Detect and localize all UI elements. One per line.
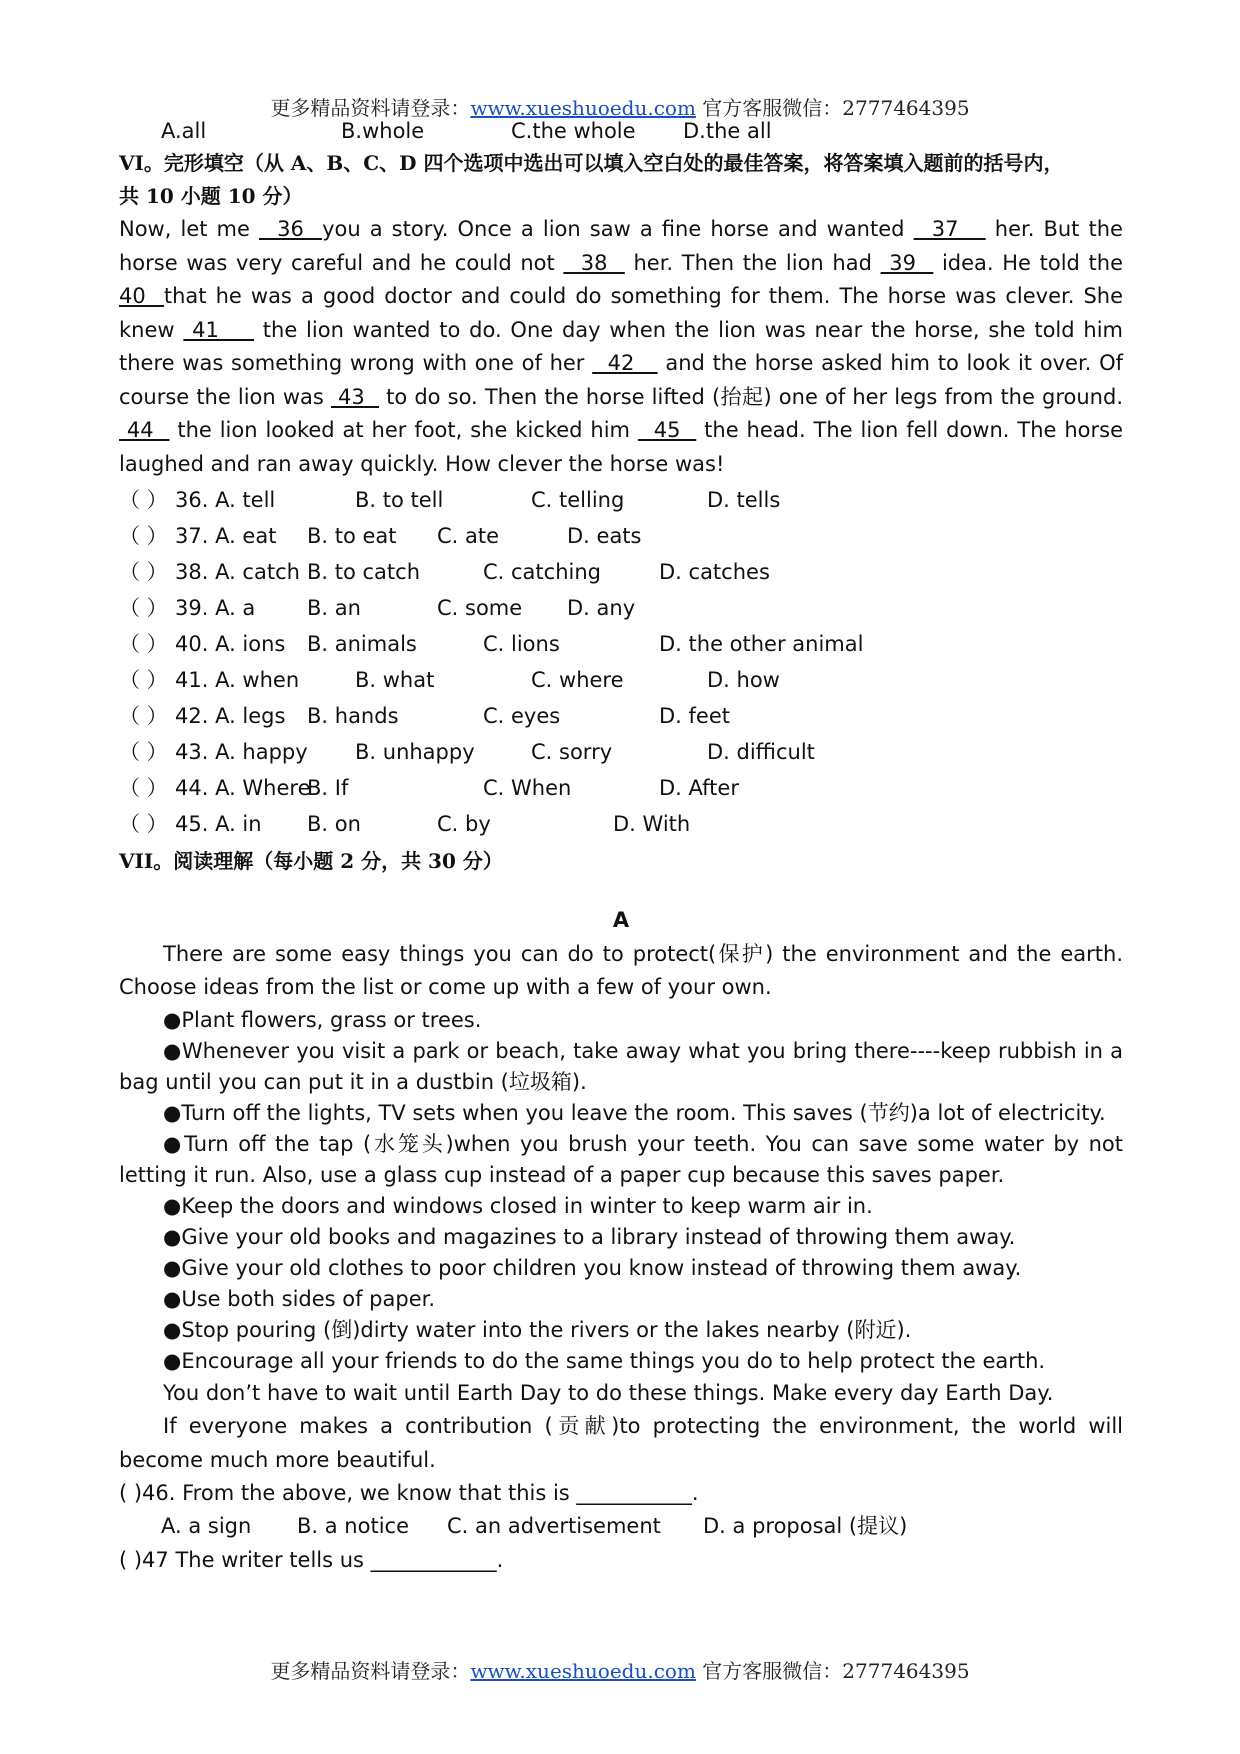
question-47: ( )47 The writer tells us ____________. [119,1547,504,1572]
tip-item: ●Use both sides of paper. [163,1286,436,1311]
cloze-question-row [119,699,1123,735]
q46-option-b: B. a notice [297,1514,409,1539]
header-suffix: 官方客服微信：2777464395 [695,96,970,120]
footer-prefix: 更多精品资料请登录： [270,1659,471,1683]
cloze-text: the lion looked at her foot, she kicked him [169,418,638,442]
option-c: C. ate [437,524,500,549]
cloze-text: to do so. Then the horse lifted (抬起) one of her legs from the ground. [379,384,1123,409]
option-b: B. on [307,812,361,837]
cloze-blank: 39 [880,250,934,275]
option-d: D. With [613,812,691,837]
tip-item: ●Give your old clothes to poor children you know instead of throwing them away. [163,1255,1022,1280]
cloze-blank: 40 [119,284,164,308]
answer-bracket: （ ） [119,704,168,729]
option-b: B. unhappy [355,740,475,765]
cloze-blank: 36 [259,217,323,241]
option-d: D. difficult [707,740,815,765]
tips-list [119,1005,1123,1377]
closing-paragraph-1: You don’t have to wait until Earth Day to do these things. Make every day Earth Day. [163,1380,1054,1405]
passage-intro: There are some easy things you can do to protect(保护) the environment and the earth. Choose ideas from the list or come up with a few of your own. [119,941,1123,999]
cloze-blank: 37 [913,217,986,241]
header-prefix: 更多精品资料请登录： [270,96,471,120]
cloze-text: Now, let me [119,217,260,241]
answer-bracket: （ ） [119,596,168,621]
option-c: C. where [531,668,624,693]
option-c: C. eyes [483,704,561,729]
answer-bracket: （ ） [119,524,168,549]
option-a: A.all [161,119,207,144]
option-c: C. by [437,812,491,837]
cloze-text: the head. The lion fell down. The horse laughed and ran away quickly. How clever the horse was! [119,418,1123,476]
answer-bracket: （ ） [119,668,168,693]
tip-item: ●Plant flowers, grass or trees. [163,1007,482,1032]
worksheet-body [119,117,1123,1577]
tip-item: ●Encourage all your friends to do the same things you do to help protect the earth. [163,1348,1046,1373]
option-b: B. to eat [307,524,397,549]
option-c: C. some [437,596,523,621]
cloze-text: her. Then the lion had [624,250,881,275]
tip-item: ●Give your old books and magazines to a library instead of throwing them away. [163,1224,1016,1249]
cloze-question-row [119,627,1123,663]
option-c: C. lions [483,632,560,657]
cloze-question-row [119,591,1123,627]
cloze-blank: 43 [330,384,380,409]
answer-bracket: （ ） [119,740,168,765]
q46-option-a: A. a sign [161,1514,252,1539]
cloze-question-row [119,663,1123,699]
option-c: C.the whole [511,119,636,144]
q46-option-c: C. an advertisement [447,1514,661,1539]
cloze-question-row [119,735,1123,771]
option-d: D. tells [707,488,781,513]
tip-item: ●Turn off the tap (水笼头)when you brush your teeth. You can save some water by not letting it run. Also, use a glass cup instead of a paper cup because this saves paper. [119,1131,1123,1187]
cloze-passage [119,213,1123,481]
option-b: B. animals [307,632,417,657]
option-b: B.whole [341,119,425,144]
q46-option-d: D. a proposal (提议) [703,1514,908,1539]
answer-bracket: （ ） [119,632,168,657]
cloze-blank: 44 [119,418,170,442]
footer-link[interactable]: www.xueshuoedu.com [470,1659,696,1683]
option-a: 38. A. catch [175,560,300,585]
cloze-question-row [119,771,1123,807]
section7-title: VII。阅读理解（每小题 2 分，共 30 分） [119,849,503,873]
question-46-options [119,1511,1123,1544]
tip-item: ●Stop pouring (倒)dirty water into the rivers or the lakes nearby (附近). [163,1317,912,1342]
tip-item: ●Whenever you visit a park or beach, take away what you bring there----keep rubbish in a bag until you can put it in a dustbin (垃圾箱). [119,1038,1123,1094]
option-c: C. When [483,776,572,801]
cloze-blank: 38 [563,250,625,275]
option-c: C. telling [531,488,625,513]
option-d: D. catches [659,560,770,585]
option-d: D. any [567,596,636,621]
prev-question-options [119,117,1123,147]
option-a: 43. A. happy [175,740,308,765]
option-a: 41. A. when [175,668,300,693]
option-c: C. catching [483,560,601,585]
cloze-question-row [119,555,1123,591]
footer-suffix: 官方客服微信：2777464395 [695,1659,970,1683]
option-d: D. the other animal [659,632,864,657]
cloze-text: the lion wanted to do. One day when the lion was near the horse, she told him there was something wrong with one of her [119,317,1123,375]
cloze-text: that he was a good doctor and could do something for them. The horse was clever. She knew [119,284,1124,342]
option-d: D. feet [659,704,730,729]
cloze-question-row [119,807,1123,843]
option-c: C. sorry [531,740,613,765]
option-b: B. what [355,668,435,693]
cloze-blank: 45 [637,418,697,442]
tip-item: ●Keep the doors and windows closed in winter to keep warm air in. [163,1193,873,1218]
answer-bracket: （ ） [119,776,168,801]
option-b: B. hands [307,704,399,729]
cloze-blank: 42 [592,351,658,375]
section6-title-line2: 共 10 小题 10 分） [119,184,303,208]
header-link[interactable]: www.xueshuoedu.com [470,96,696,120]
cloze-text: you a story. Once a lion saw a fine horse and wanted [322,217,914,241]
option-d: D. eats [567,524,642,549]
closing-paragraph-2: If everyone makes a contribution (贡献)to protecting the environment, the world will become much more beautiful. [119,1414,1123,1472]
cloze-text: and the horse asked him to look it over. Of course the lion was [119,351,1123,409]
question-46: ( )46. From the above, we know that this is ___________. [119,1481,699,1505]
cloze-questions [119,483,1123,843]
option-a: 45. A. in [175,812,262,837]
section6-title-line1: VI。完形填空（从 A、B、C、D 四个选项中选出可以填入空白处的最佳答案，将答案填入题前的括号内， [119,151,1064,175]
answer-bracket: （ ） [119,488,168,513]
option-b: B. an [307,596,361,621]
answer-bracket: （ ） [119,812,168,837]
option-d: D.the all [683,119,772,144]
cloze-question-row [119,483,1123,519]
page-footer [0,1655,1240,1684]
option-a: 44. A. Where [175,776,311,801]
option-a: 37. A. eat [175,524,277,549]
tip-item: ●Turn off the lights, TV sets when you leave the room. This saves (节约)a lot of electricity. [163,1100,1106,1125]
option-b: B. to tell [355,488,444,513]
passage-label: A [612,908,630,932]
cloze-text: her. But the horse was very careful and he could not [119,217,1123,275]
option-d: D. After [659,776,739,801]
option-a: 36. A. tell [175,488,276,513]
option-b: B. If [307,776,349,801]
answer-bracket: （ ） [119,560,168,585]
option-d: D. how [707,668,780,693]
option-b: B. to catch [307,560,421,585]
option-a: 40. A. ions [175,632,286,657]
cloze-question-row [119,519,1123,555]
cloze-blank: 41 [183,317,255,342]
option-a: 42. A. legs [175,704,286,729]
option-a: 39. A. a [175,596,256,621]
cloze-text: idea. He told the [933,250,1123,275]
